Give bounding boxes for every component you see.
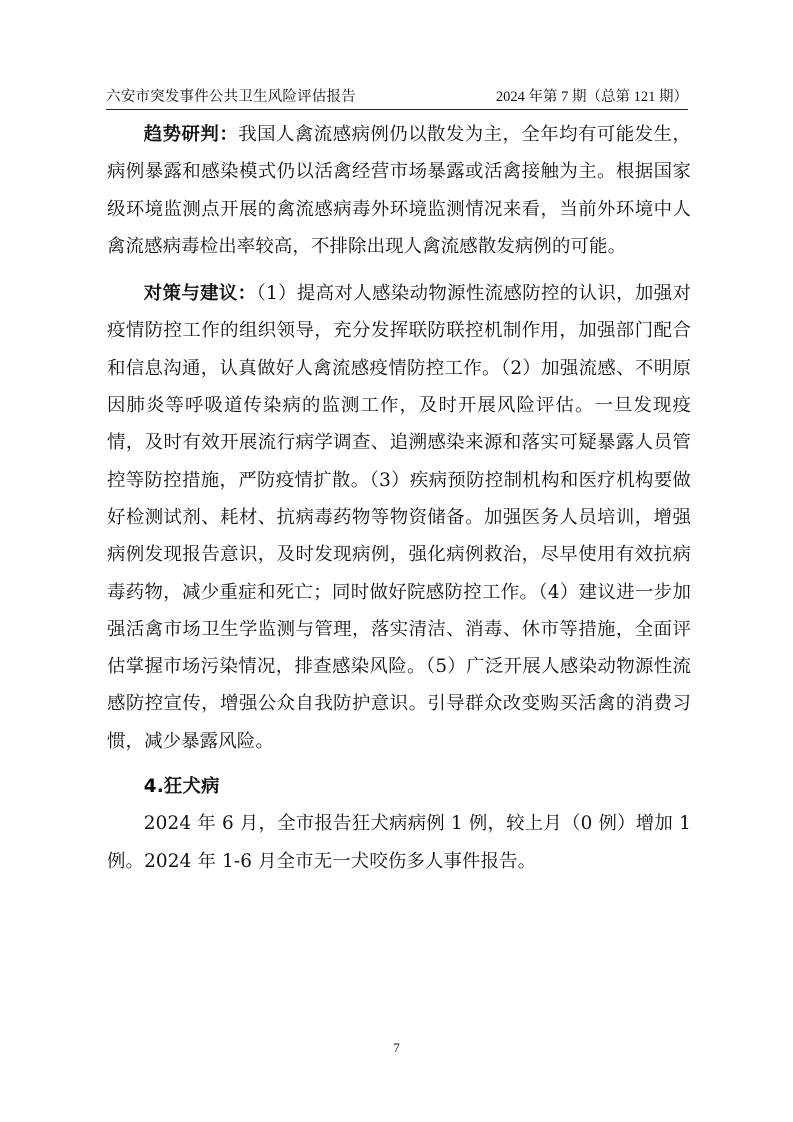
header-issue-number: 2024 年第 7 期（总第 121 期） <box>495 89 688 105</box>
section-heading-rabies: 4.狂犬病 <box>143 776 220 798</box>
recommendations-label: 对策与建议： <box>143 283 257 305</box>
recommendations-text: （1）提高对人感染动物源性流感防控的认识，加强对疫情防控工作的组织领导，充分发挥联防联控机制作用，加强部门配合和信息沟通，认真做好人禽流感疫情防控工作。（2）加强流感、不明原因肺炎等呼吸道传染病的监测工作，及时开展风险评估。一旦发现疫情，及时有效开展流行病学调查、追溯感染来源和落实可疑暴露人员管控等防控措施，严防疫情扩散。（3）疾病预防控制机构和医疗机构要做好检测试剂、耗材、抗病毒药物等物资储备。加强医务人员培训，增强病例发现报告意识，及时发现病例，强化病例救治，尽早使用有效抗病毒药物，减少重症和死亡；同时做好院感防控工作。（4）建议进一步加强活禽市场卫生学监测与管理，落实清洁、消毒、休市等措施，全面评估掌握市场污染情况，排查感染风险。（5）广泛开展人感染动物源性流感防控宣传，增强公众自我防护意识。引导群众改变购买活禽的消费习惯，减少暴露风险。 <box>107 283 691 752</box>
header-report-title: 六安市突发事件公共卫生风险评估报告 <box>106 89 356 105</box>
trend-analysis-paragraph <box>107 116 691 265</box>
recommendations-paragraph <box>107 275 691 760</box>
trend-analysis-text: 我国人禽流感病例仍以散发为主，全年均有可能发生，病例暴露和感染模式仍以活禽经营市场暴露或活禽接触为主。根据国家级环境监测点开展的禽流感病毒外环境监测情况来看，当前外环境中人禽流感病毒检出率较高，不排除出现人禽流感散发病例的可能。 <box>107 124 691 257</box>
page-header <box>106 86 688 108</box>
trend-analysis-label: 趋势研判： <box>143 124 239 145</box>
document-body <box>107 116 691 880</box>
rabies-paragraph: 2024 年 6 月，全市报告狂犬病病例 1 例，较上月（0 例）增加 1 例。2024 年 1-6 月全市无一犬咬伤多人事件报告。 <box>107 813 691 872</box>
header-divider <box>106 109 688 110</box>
page-number: 7 <box>393 1040 400 1055</box>
